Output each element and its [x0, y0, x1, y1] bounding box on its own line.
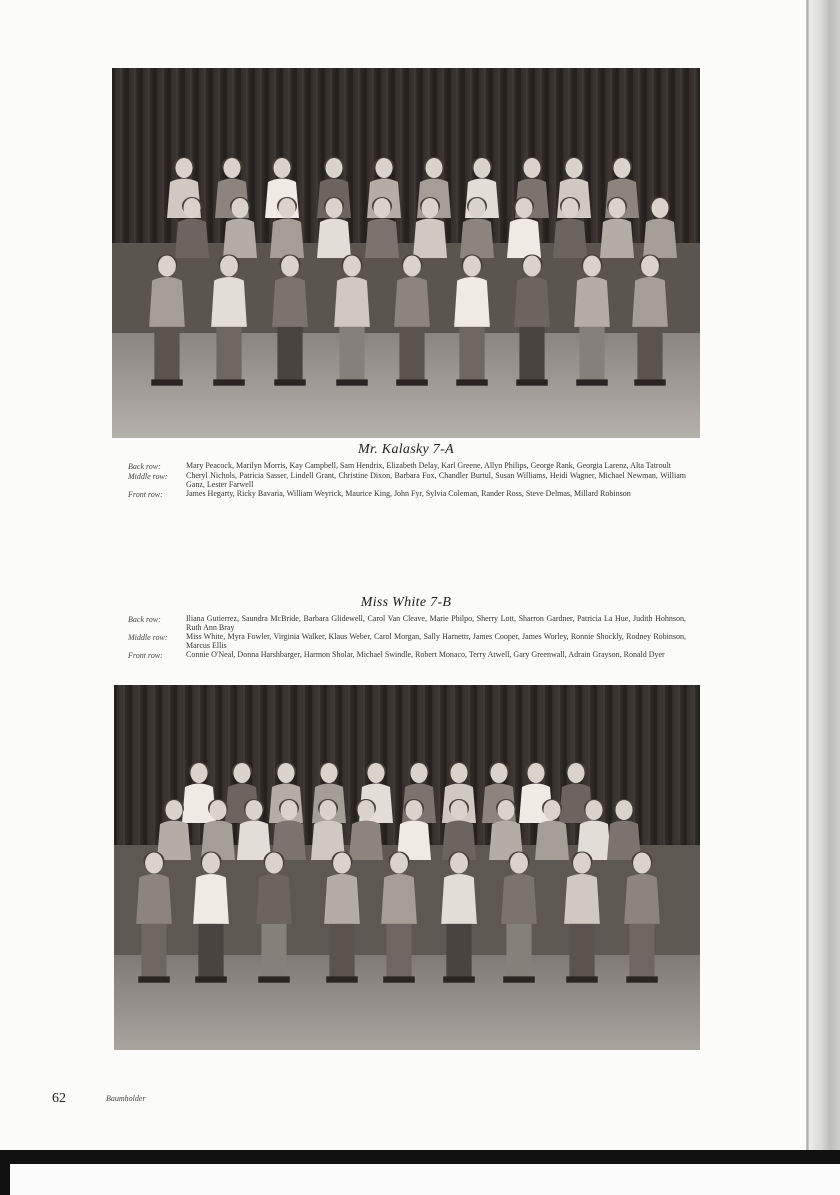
- page-fold-line: [806, 0, 809, 1150]
- row-label: Front row:: [128, 490, 163, 499]
- front-row-7b: [128, 651, 686, 660]
- book-name: Baumholder: [106, 1094, 146, 1103]
- middle-row-7a: [128, 472, 686, 489]
- name-list-7a: [128, 462, 686, 500]
- row-names: James Hegarty, Ricky Bavaria, William Weyrick, Maurice King, John Fyr, Sylvia Coleman, Rander Ross, Steve Delmas, Millard Robinson: [186, 489, 631, 498]
- row-label: Middle row:: [128, 633, 168, 642]
- row-label: Middle row:: [128, 472, 168, 481]
- row-names: Connie O'Neal, Donna Harshbarger, Harmon Sholar, Michael Swindle, Robert Monaco, Terry Atwell, Gary Greenwall, Adrain Grayson, Ronald Dyer: [186, 650, 665, 659]
- middle-row-7b: [128, 633, 686, 650]
- class-title-7a: Mr. Kalasky 7-A: [358, 442, 454, 457]
- row-names: Iliana Gutierrez, Saundra McBride, Barbara Glidewell, Carol Van Cleave, Marie Philpo, Sherry Lott, Sharron Gardner, Patricia La Hue, Judith Hohnson, Ruth Ann Bray: [186, 614, 686, 632]
- row-label: Front row:: [128, 651, 163, 660]
- back-row-7b: [128, 615, 686, 632]
- row-names: Cheryl Nichols, Patricia Sasser, Lindell Grant, Christine Dixon, Barbara Fox, Chandler Burtul, Susan Williams, Heidi Wagner, Michael Newman, William Ganz, Lester Farwell: [186, 471, 686, 489]
- class-photo-7b: [114, 685, 700, 1050]
- page-number: 62: [52, 1091, 66, 1106]
- row-names: Miss White, Myra Fowler, Virginia Walker, Klaus Weber, Carol Morgan, Sally Harnettr, James Cooper, James Worley, Ronnie Shockly, Rodney Robinson, Marcus Ellis: [186, 632, 686, 650]
- row-label: Back row:: [128, 462, 161, 471]
- row-names: Mary Peacock, Marilyn Morris, Kay Campbell, Sam Hendrix, Elizabeth Delay, Karl Greene, Allyn Philips, George Rank, Georgia Larenz, Alta Tatroult: [186, 461, 672, 470]
- front-row-7a: [128, 490, 686, 499]
- page-binding-edge: [806, 0, 840, 1150]
- class-title-7b: Miss White 7-B: [360, 595, 452, 610]
- class-photo-7a: [112, 68, 700, 438]
- back-row-7a: [128, 462, 686, 471]
- scan-bottom-band: [0, 1150, 840, 1195]
- name-list-7b: [128, 615, 686, 661]
- scan-strip: [10, 1164, 840, 1195]
- row-label: Back row:: [128, 615, 161, 624]
